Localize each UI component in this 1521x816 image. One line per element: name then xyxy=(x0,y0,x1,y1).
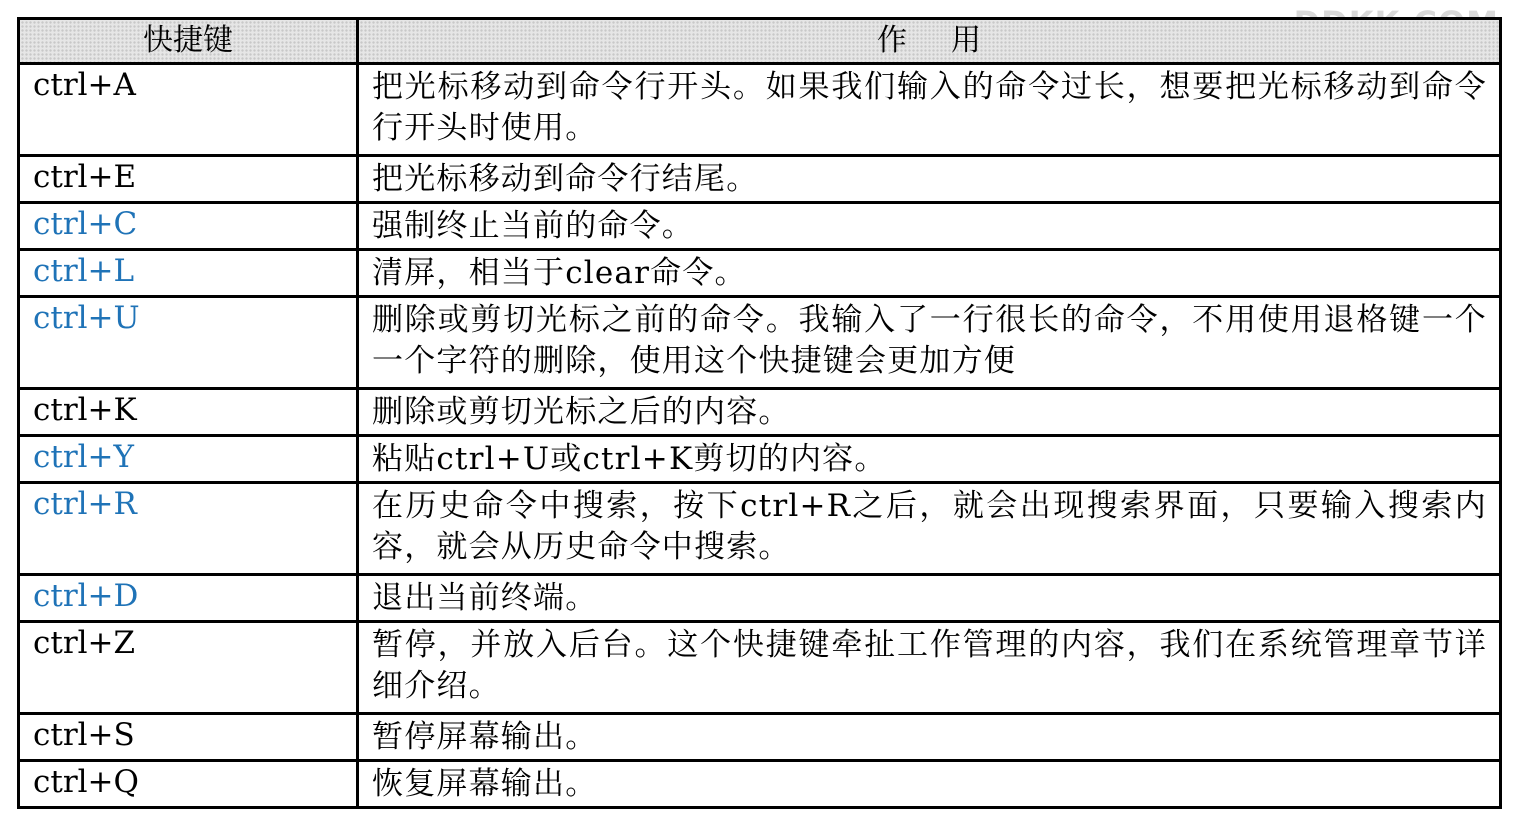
table-row xyxy=(19,203,1501,250)
shortcut-description: 把光标移动到命令行开头。如果我们输入的命令过长，想要把光标移动到命令行开头时使用。 xyxy=(358,64,1501,156)
header-action: 作用 xyxy=(358,19,1501,64)
shortcut-key: ctrl+C xyxy=(19,203,358,250)
table-row xyxy=(19,714,1501,761)
shortcut-description: 暂停屏幕输出。 xyxy=(358,714,1501,761)
shortcut-description: 在历史命令中搜索，按下ctrl+R之后，就会出现搜索界面，只要输入搜索内容，就会从历史命令中搜索。 xyxy=(358,483,1501,575)
table-row xyxy=(19,389,1501,436)
shortcut-description: 删除或剪切光标之后的内容。 xyxy=(358,389,1501,436)
shortcut-description: 强制终止当前的命令。 xyxy=(358,203,1501,250)
shortcut-key: ctrl+U xyxy=(19,297,358,389)
table-row xyxy=(19,250,1501,297)
shortcut-description: 暂停，并放入后台。这个快捷键牵扯工作管理的内容，我们在系统管理章节详细介绍。 xyxy=(358,622,1501,714)
shortcut-key: ctrl+Z xyxy=(19,622,358,714)
shortcut-description: 退出当前终端。 xyxy=(358,575,1501,622)
shortcut-key: ctrl+A xyxy=(19,64,358,156)
shortcut-key: ctrl+Q xyxy=(19,761,358,808)
shortcut-description: 恢复屏幕输出。 xyxy=(358,761,1501,808)
shortcut-key: ctrl+R xyxy=(19,483,358,575)
table-row xyxy=(19,622,1501,714)
shortcut-key: ctrl+L xyxy=(19,250,358,297)
shortcut-description: 删除或剪切光标之前的命令。我输入了一行很长的命令，不用使用退格键一个一个字符的删除，使用这个快捷键会更加方便 xyxy=(358,297,1501,389)
shortcut-key: ctrl+K xyxy=(19,389,358,436)
table-row xyxy=(19,64,1501,156)
shortcut-description: 把光标移动到命令行结尾。 xyxy=(358,156,1501,203)
shortcut-table xyxy=(17,17,1502,809)
shortcut-description: 清屏，相当于clear命令。 xyxy=(358,250,1501,297)
table-row xyxy=(19,297,1501,389)
shortcut-description: 粘贴ctrl+U或ctrl+K剪切的内容。 xyxy=(358,436,1501,483)
shortcut-key: ctrl+D xyxy=(19,575,358,622)
table-row xyxy=(19,761,1501,808)
table-row xyxy=(19,436,1501,483)
shortcut-key: ctrl+Y xyxy=(19,436,358,483)
table-row xyxy=(19,483,1501,575)
table-header-row xyxy=(19,19,1501,64)
header-shortcut: 快捷键 xyxy=(19,19,358,64)
shortcut-key: ctrl+E xyxy=(19,156,358,203)
table-row xyxy=(19,156,1501,203)
table-row xyxy=(19,575,1501,622)
shortcut-key: ctrl+S xyxy=(19,714,358,761)
